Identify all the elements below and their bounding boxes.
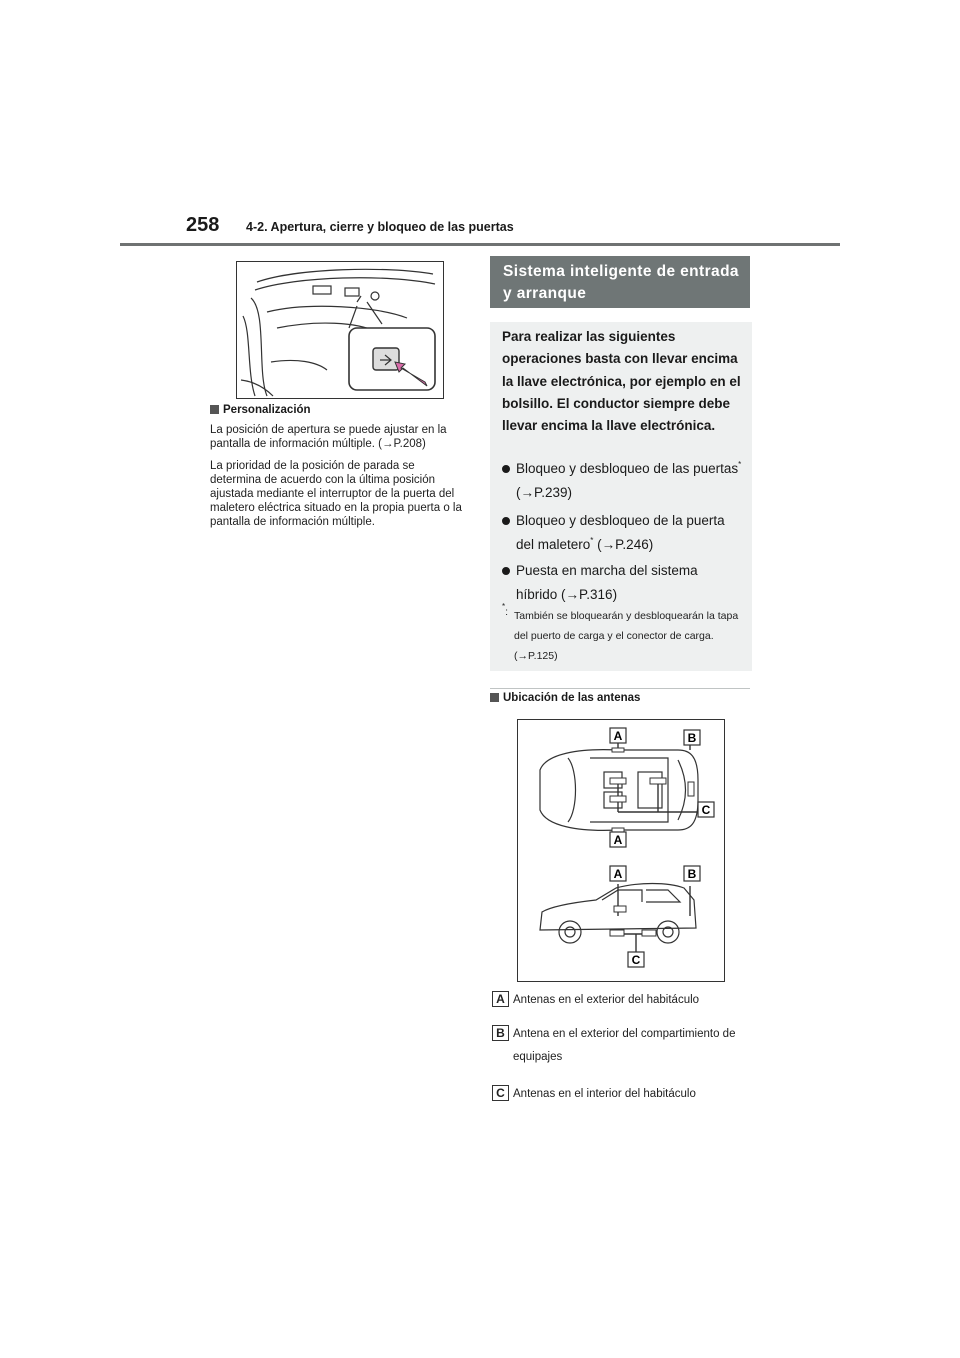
page-number: 258 (186, 214, 220, 236)
svg-text:A: A (613, 867, 623, 881)
svg-text:C: C (631, 953, 641, 967)
bullet-item: Bloqueo y desbloqueo de las puertas* (→P.239) (502, 457, 742, 505)
info-box (490, 322, 752, 671)
square-bullet-icon (210, 405, 219, 414)
tailgate-switch-drawing (237, 262, 443, 398)
section-divider (490, 688, 750, 689)
section-title: Sistema inteligente de entrada y arranque (503, 263, 739, 302)
section-banner (490, 256, 750, 308)
legend-item-b: B Antena en el exterior del compartimiento de equipajes (492, 1023, 752, 1069)
bullet-dot-icon (502, 567, 510, 575)
info-intro: Para realizar las siguientes operaciones basta con llevar encima la llave electrónica, por ejemplo en el bolsillo. El conductor siempre debe llevar encima la llave electrónica. (502, 329, 741, 434)
tailgate-switch-illustration (236, 261, 444, 399)
bullet-item: Bloqueo y desbloqueo de la puerta del maletero* (→P.246) (502, 509, 742, 557)
legend-key: C (492, 1085, 509, 1101)
paragraph-stop-priority: La prioridad de la posición de parada se determina de acuerdo con la última posición ajustada mediante el interruptor de la puerta del maletero eléctrica situado en la propia puerta o la pantalla de información múltiple. (210, 460, 462, 528)
bullet-dot-icon (502, 517, 510, 525)
square-bullet-icon (490, 693, 499, 702)
svg-text:B: B (687, 867, 697, 881)
svg-text:C: C (701, 803, 711, 817)
legend-item-c: C Antenas en el interior del habitáculo (492, 1083, 752, 1106)
personalizacion-heading: Personalización (210, 404, 311, 416)
bullet-dot-icon (502, 465, 510, 473)
antenna-location-illustration (517, 719, 725, 982)
svg-text:B: B (687, 731, 697, 745)
footnote: *: También se bloquearán y desbloquearán la tapa del puerto de carga y el conector de carga. (→P.125) (502, 602, 739, 662)
antenna-diagram (518, 720, 724, 981)
header-rule (120, 243, 840, 246)
legend-key: A (492, 991, 509, 1007)
svg-text:A: A (613, 833, 623, 847)
antenas-heading: Ubicación de las antenas (490, 692, 640, 704)
paragraph-position-adjust: La posición de apertura se puede ajustar en la pantalla de información múltiple. (→P.208) (210, 424, 447, 450)
legend-key: B (492, 1025, 509, 1041)
header-title: 4-2. Apertura, cierre y bloqueo de las puertas (246, 220, 514, 234)
bullet-item: Puesta en marcha del sistema híbrido (→P.316) (502, 559, 742, 607)
legend-item-a: A Antenas en el exterior del habitáculo (492, 989, 752, 1012)
svg-text:A: A (613, 729, 623, 743)
